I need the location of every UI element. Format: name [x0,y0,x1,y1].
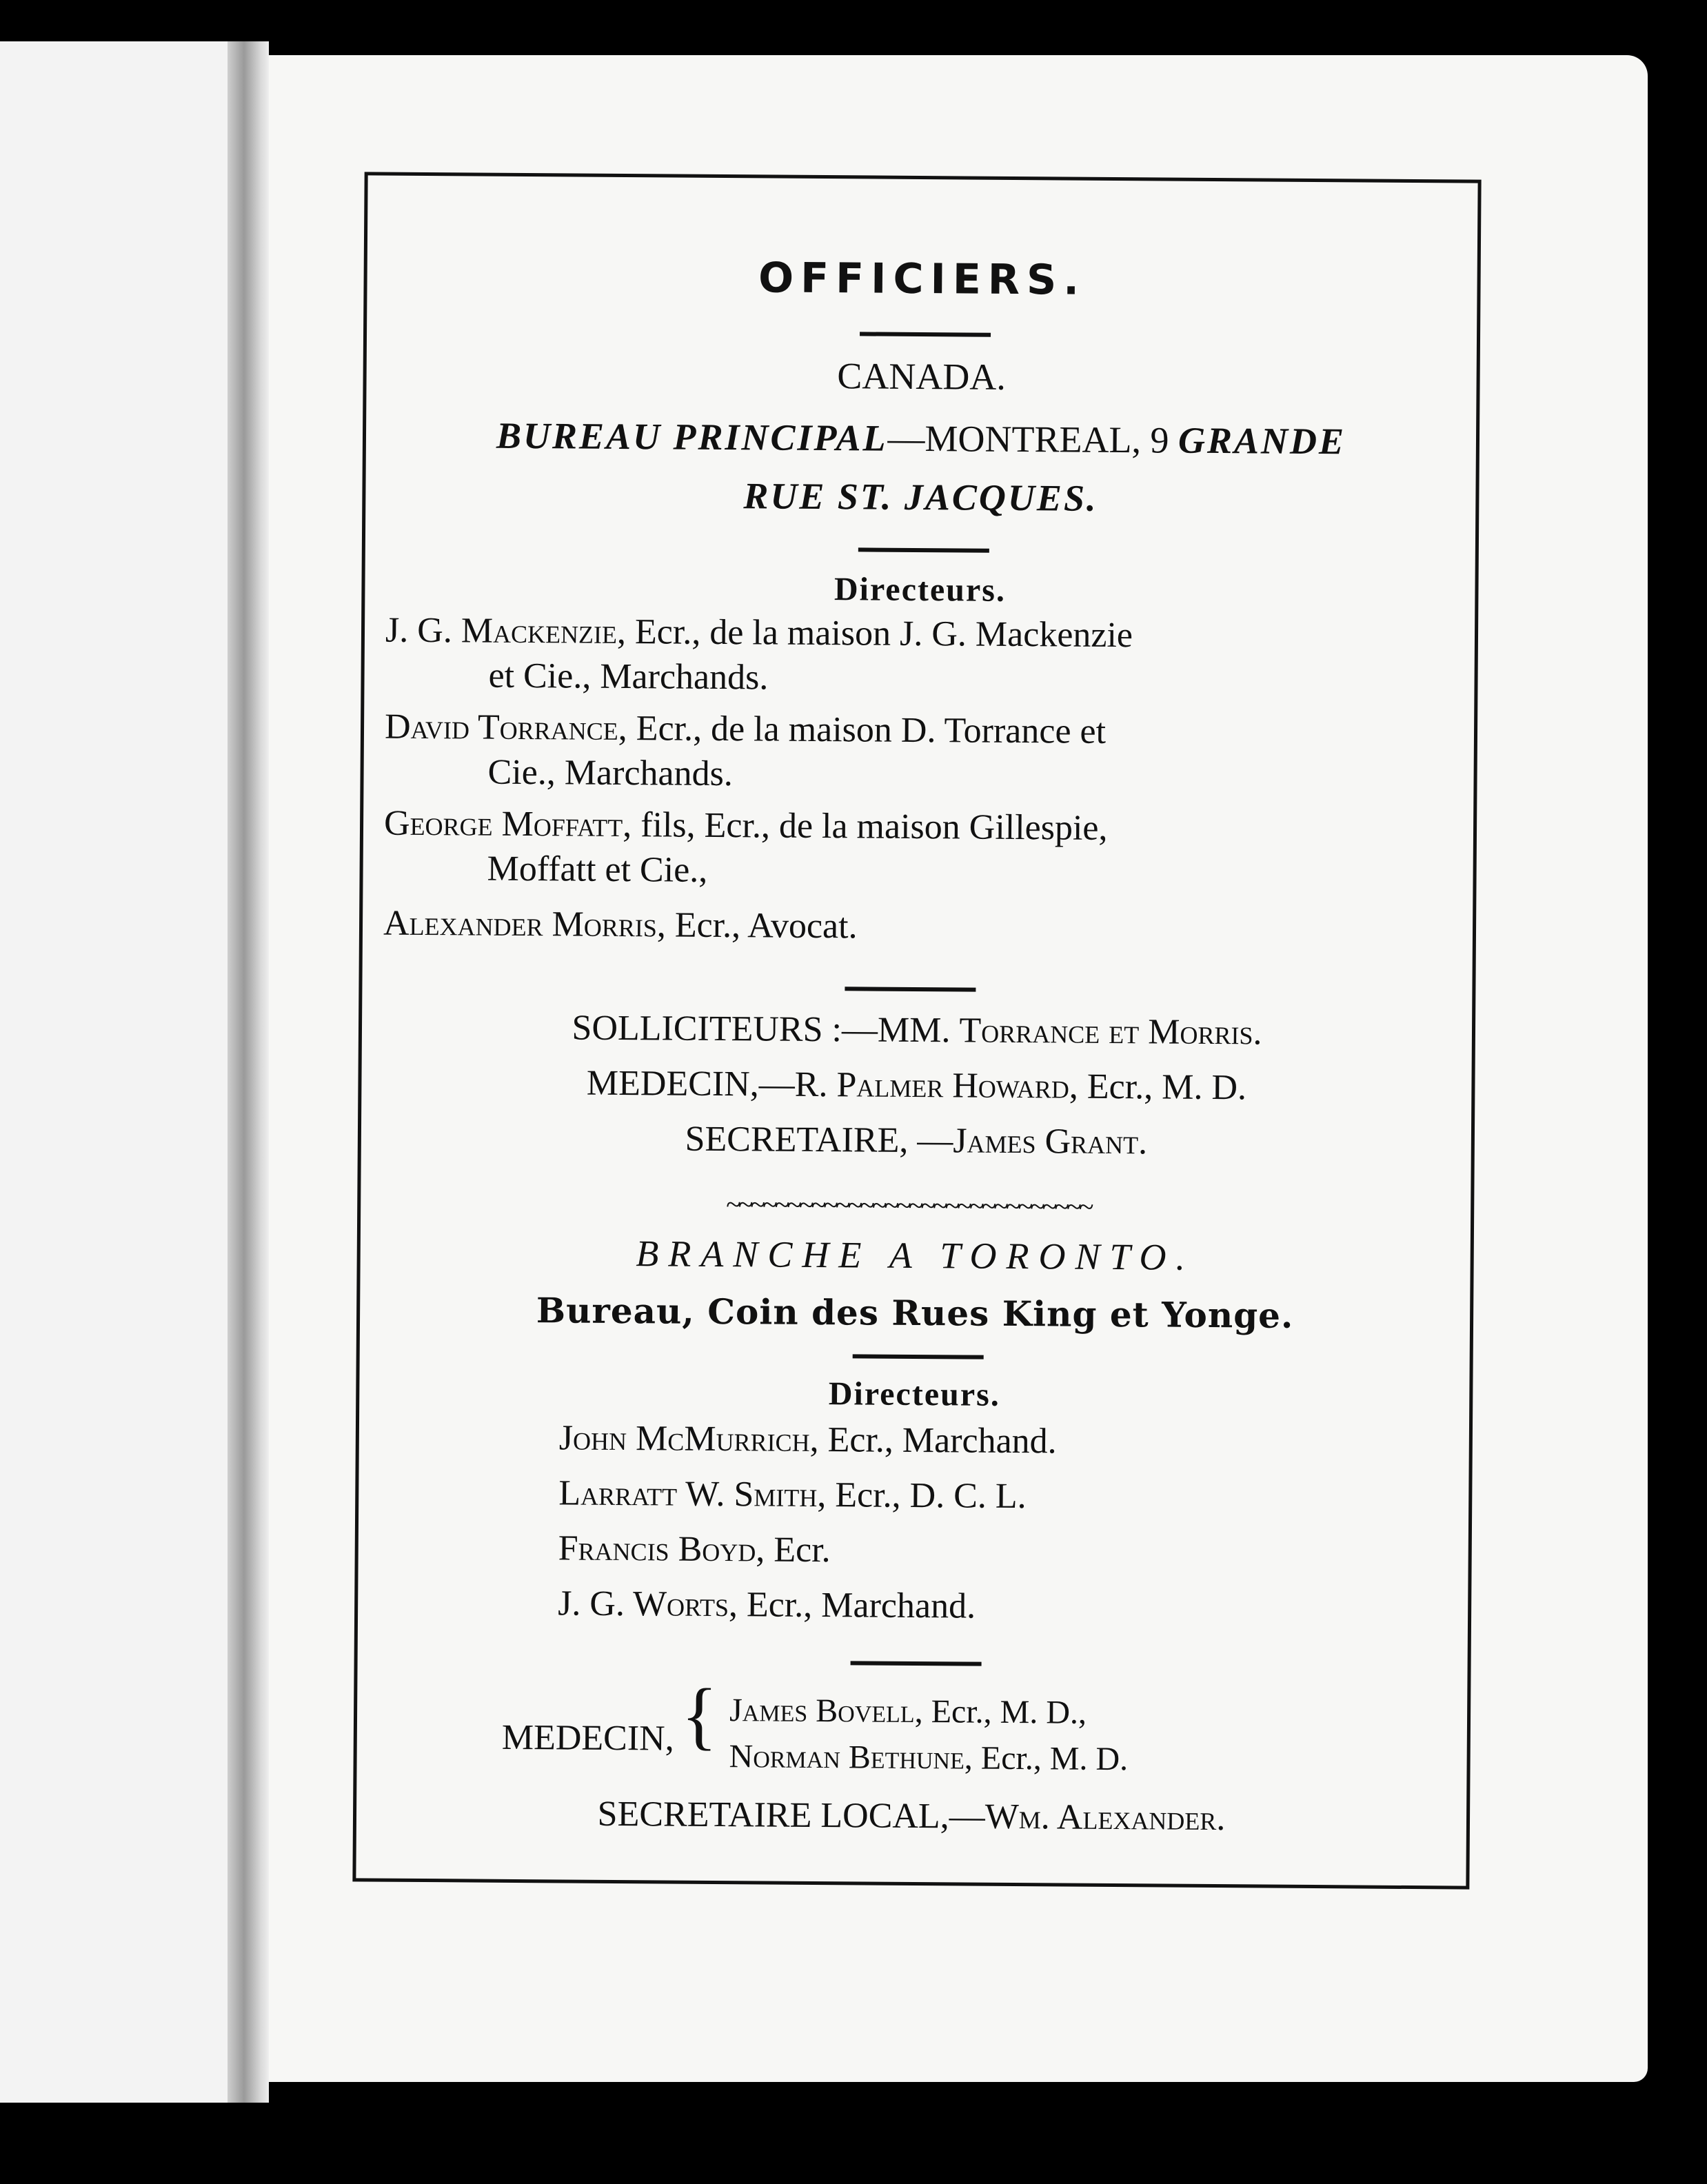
director-name: John McMurrich [558,1418,810,1459]
toronto-director-entry [558,1583,1668,1631]
toronto-doctor-entry [729,1737,1707,1783]
head-office-street-1: GRANDE [1178,419,1346,463]
doctor-details: , Ecr., M. D. [964,1739,1129,1778]
divider [860,332,991,336]
divider [845,987,976,991]
head-office-line-1 [366,413,1476,463]
director-details: , Ecr., Marchand. [809,1419,1057,1462]
director-details: , Ecr., Avocat. [656,905,858,947]
director-entry [384,803,1494,851]
divider [853,1354,984,1359]
doctor-name: Norman Bethune [729,1738,965,1777]
head-office-line-2: RUE ST. JACQUES. [743,475,1098,519]
left-page [0,41,228,2103]
toronto-director-entry [559,1417,1669,1466]
secretary-line [361,1116,1471,1164]
toronto-doctor-entry [729,1691,1707,1737]
director-name: J. G. Mackenzie [385,610,618,651]
toronto-director-entry [558,1473,1668,1521]
director-details-cont: Moffatt et Cie., [487,849,708,890]
solicitors-line [362,1006,1472,1054]
director-details-cont: Cie., Marchands. [487,752,734,794]
doctor-name: Palmer Howard [836,1065,1070,1106]
head-office-city: —MONTREAL, 9 [887,417,1179,461]
director-details: , Ecr., D. C. L. [817,1475,1027,1517]
director-details: , Ecr., de la maison D. Torrance et [618,708,1107,751]
director-name: Francis Boyd [558,1528,756,1570]
local-secretary-label: SECRETAIRE LOCAL,— [597,1794,985,1837]
toronto-director-entry [558,1528,1668,1576]
toronto-heading: BRANCHE A TORONTO. [636,1233,1195,1278]
director-name: J. G. Worts [557,1584,729,1625]
solicitors-names: Torrance et Morris. [959,1011,1262,1053]
director-details-cont: et Cie., Marchands. [488,656,769,698]
brace-icon: { [680,1672,718,1758]
secretary-name: James Grant. [953,1121,1148,1162]
director-entry [385,610,1495,658]
divider [851,1661,982,1666]
doctor-details: , Ecr., M. D., [914,1693,1087,1731]
divider [858,547,989,552]
wavy-divider: ~~~~~~~~~~~~~~~~~~~~~~~~~~~~~~ [726,1189,1091,1222]
toronto-doctor-label: MEDECIN, [501,1717,674,1759]
page-title: OFFICIERS. [758,254,1087,305]
director-entry [383,903,1493,951]
director-entry [385,707,1495,755]
montreal-directors-heading: Directeurs. [834,571,1007,609]
doctor-line [361,1061,1471,1109]
toronto-directors-heading: Directeurs. [828,1375,1000,1413]
book-gutter [228,41,269,2103]
officers-frame [352,172,1481,1889]
local-secretary-name: Wm. Alexander. [984,1797,1226,1839]
director-name: David Torrance [384,707,618,748]
director-name: Larratt W. Smith [558,1473,818,1515]
solicitors-label: SOLLICITEURS :—MM. [572,1008,960,1051]
secretary-label: SECRETAIRE, — [685,1119,953,1161]
director-details: , fils, Ecr., de la maison Gillespie, [623,805,1108,848]
director-name: Alexander Morris [383,903,658,945]
director-details: , Ecr. [756,1530,831,1570]
director-details: , Ecr., de la maison J. G. Mackenzie [616,611,1133,656]
toronto-office: Bureau, Coin des Rues King et Yonge. [536,1290,1294,1336]
director-details: , Ecr., Marchand. [728,1585,976,1626]
director-name: George Moffatt [383,803,623,845]
head-office-label: BUREAU PRINCIPAL [496,414,888,459]
doctor-suffix: , Ecr., M. D. [1069,1066,1247,1108]
local-secretary-line [356,1792,1466,1840]
country-heading: CANADA. [837,355,1007,398]
doctor-label: MEDECIN,—R. [586,1063,837,1105]
doctor-name: James Bovell [729,1692,915,1730]
